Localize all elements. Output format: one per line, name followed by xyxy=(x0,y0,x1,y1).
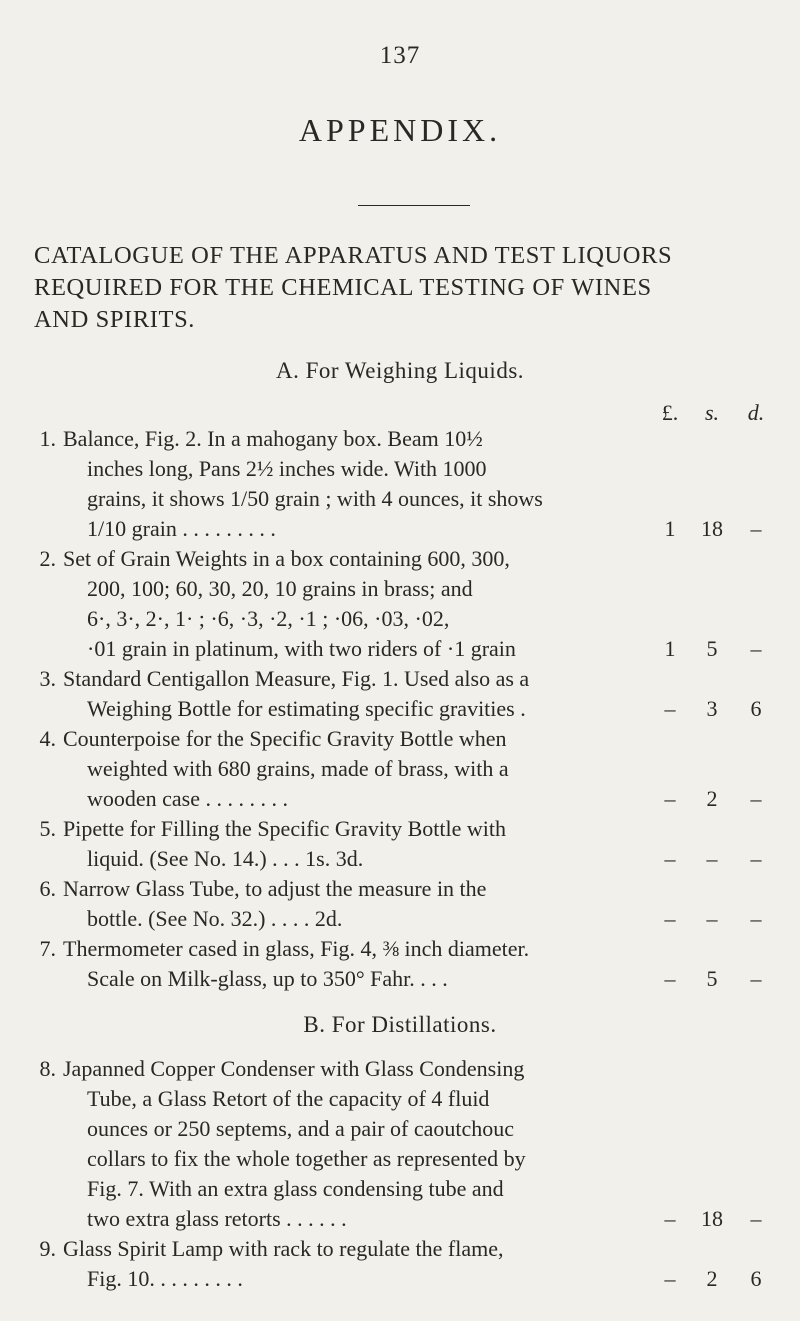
price-shillings: 3 xyxy=(706,696,718,721)
item-number: 7. xyxy=(39,936,56,961)
item-price xyxy=(650,514,780,544)
price-pence: 6 xyxy=(750,696,762,721)
item-line: Counterpoise for the Specific Gravity Bottle when xyxy=(63,726,507,751)
item-number: 4. xyxy=(39,726,56,751)
item-line: Thermometer cased in glass, Fig. 4, ⅜ inch diameter. xyxy=(63,936,530,961)
price-pounds: – xyxy=(664,1206,676,1231)
catalogue-heading-line: REQUIRED FOR THE CHEMICAL TESTING OF WINES xyxy=(34,274,652,301)
item-line: liquid. (See No. 14.) . . . 1s. 3d. xyxy=(87,846,364,871)
price-pence: 6 xyxy=(750,1266,762,1291)
price-pounds: 1 xyxy=(664,636,676,661)
appendix-title: APPENDIX. xyxy=(298,112,502,148)
item-line: Scale on Milk-glass, up to 350° Fahr. . . . xyxy=(87,966,448,991)
item-number: 5. xyxy=(39,816,56,841)
item-line: inches long, Pans 2½ inches wide. With 1000 xyxy=(87,456,487,481)
price-pence: – xyxy=(750,786,762,811)
item-price xyxy=(650,1264,780,1294)
price-shillings: – xyxy=(706,906,718,931)
price-shillings: 5 xyxy=(706,966,718,991)
item-price xyxy=(650,904,780,934)
price-pence: – xyxy=(750,1206,762,1231)
item-price xyxy=(650,634,780,664)
price-pounds: – xyxy=(664,696,676,721)
item-price xyxy=(650,1204,780,1234)
price-shillings: – xyxy=(706,846,718,871)
price-pence: – xyxy=(750,846,762,871)
price-pounds: – xyxy=(664,906,676,931)
item-line: Tube, a Glass Retort of the capacity of 4 fluid xyxy=(87,1086,490,1111)
item-line: Balance, Fig. 2. In a mahogany box. Beam 10½ xyxy=(63,426,483,451)
price-pence: – xyxy=(750,966,762,991)
item-line: ·01 grain in platinum, with two riders of ·1 grain xyxy=(87,636,516,661)
item-line: Japanned Copper Condenser with Glass Condensing xyxy=(63,1056,525,1081)
price-pounds: – xyxy=(664,846,676,871)
item-line: Glass Spirit Lamp with rack to regulate the flame, xyxy=(63,1236,504,1261)
pounds-header: £. xyxy=(661,400,679,425)
item-line: Weighing Bottle for estimating specific gravities . xyxy=(87,696,526,721)
item-number: 3. xyxy=(39,666,56,691)
price-shillings: 2 xyxy=(706,1266,718,1291)
item-line: bottle. (See No. 32.) . . . . 2d. xyxy=(87,906,343,931)
section-heading-a: A. For Weighing Liquids. xyxy=(275,358,525,383)
item-line: 200, 100; 60, 30, 20, 10 grains in brass; and xyxy=(87,576,473,601)
item-line: collars to fix the whole together as represented by xyxy=(87,1146,526,1171)
title-rule xyxy=(358,205,470,206)
item-price xyxy=(650,694,780,724)
item-price xyxy=(650,844,780,874)
price-pence: – xyxy=(750,906,762,931)
catalogue-heading xyxy=(34,240,774,336)
page-number: 137 xyxy=(379,42,421,69)
shillings-header: s. xyxy=(704,400,720,425)
item-line: Set of Grain Weights in a box containing 600, 300, xyxy=(63,546,510,571)
item-line: wooden case . . . . . . . . xyxy=(87,786,289,811)
price-pence: – xyxy=(750,636,762,661)
item-line: weighted with 680 grains, made of brass, with a xyxy=(87,756,509,781)
item-line: ounces or 250 septems, and a pair of caoutchouc xyxy=(87,1116,515,1141)
item-line: grains, it shows 1/50 grain ; with 4 ounces, it shows xyxy=(87,486,543,511)
item-number: 8. xyxy=(39,1056,56,1081)
item-line: Fig. 7. With an extra glass condensing tube and xyxy=(87,1176,504,1201)
item-price xyxy=(650,784,780,814)
section-heading-b: B. For Distillations. xyxy=(303,1012,497,1037)
price-pence: – xyxy=(750,516,762,541)
price-pounds: – xyxy=(664,786,676,811)
item-number: 6. xyxy=(39,876,56,901)
item-number: 2. xyxy=(39,546,56,571)
item-line: 6·, 3·, 2·, 1· ; ·6, ·3, ·2, ·1 ; ·06, ·03, ·02, xyxy=(87,606,450,631)
item-line: Standard Centigallon Measure, Fig. 1. Used also as a xyxy=(63,666,530,691)
price-pounds: 1 xyxy=(664,516,676,541)
price-shillings: 18 xyxy=(701,516,723,541)
price-shillings: 2 xyxy=(706,786,718,811)
item-line: 1/10 grain . . . . . . . . . xyxy=(87,516,276,541)
item-line: Pipette for Filling the Specific Gravity Bottle with xyxy=(63,816,506,841)
item-line: Fig. 10. . . . . . . . . xyxy=(87,1266,243,1291)
catalogue-heading-line: AND SPIRITS. xyxy=(34,306,196,333)
price-pounds: – xyxy=(664,1266,676,1291)
pence-header: d. xyxy=(747,400,765,425)
item-price xyxy=(650,964,780,994)
price-shillings: 5 xyxy=(706,636,718,661)
price-pounds: – xyxy=(664,966,676,991)
item-number: 9. xyxy=(39,1236,56,1261)
item-line: two extra glass retorts . . . . . . xyxy=(87,1206,347,1231)
item-line: Narrow Glass Tube, to adjust the measure in the xyxy=(63,876,487,901)
catalogue-heading-line: CATALOGUE OF THE APPARATUS AND TEST LIQUORS xyxy=(34,242,673,269)
item-number: 1. xyxy=(39,426,56,451)
price-shillings: 18 xyxy=(701,1206,723,1231)
